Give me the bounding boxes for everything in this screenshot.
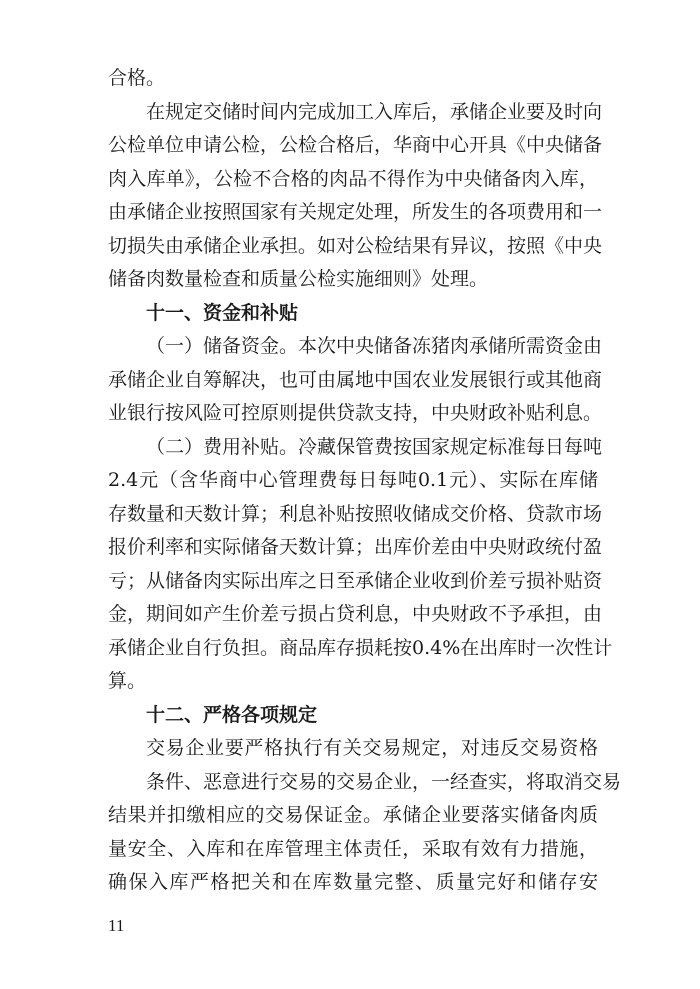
text-line: （二）费用补贴。冷藏保管费按国家规定标准每日每吨 <box>146 435 603 458</box>
text-line: 公检单位申请公检，公检合格后，华商中心开具《中央储备 <box>108 134 603 156</box>
text-line: 由承储企业按照国家有关规定处理，所发生的各项费用和一 <box>108 201 603 223</box>
text-line: 承储企业自行负担。商品库存损耗按0.4%在出库时一次性计 <box>108 636 613 659</box>
text-line: 算。 <box>108 670 147 692</box>
text-line: 承储企业自筹解决，也可由属地中国农业发展银行或其他商 <box>108 368 603 391</box>
text-line: 肉入库单》，公检不合格的肉品不得作为中央储备肉入库， <box>108 167 598 190</box>
text-line: 储备肉数量检查和质量公检实施细则》处理。 <box>108 268 489 290</box>
text-line: 结果并扣缴相应的交易保证金。承储企业要落实储备肉质 <box>108 804 598 826</box>
text-line: 业银行按风险可控原则提供贷款支持，中央财政补贴利息。 <box>108 402 603 424</box>
page-number: 11 <box>108 916 125 935</box>
text-line: 量安全、入库和在库管理主体责任，采取有效有力措施， <box>108 837 598 860</box>
text-line: 交易企业要严格执行有关交易规定，对违反交易资格 <box>146 737 598 759</box>
text-line: 金，期间如产生价差亏损占贷利息，中央财政不予承担，由 <box>108 603 603 625</box>
text-line: 2.4元（含华商中心管理费每日每吨0.1元）、实际在库储 <box>108 469 598 491</box>
text-line: 条件、恶意进行交易的交易企业，一经查实，将取消交易 <box>146 770 622 793</box>
section-heading: 十二、严格各项规定 <box>146 703 318 726</box>
document-body <box>108 62 622 900</box>
text-line: 存数量和天数计算；利息补贴按照收储成交价格、贷款市场 <box>108 502 603 525</box>
text-line: 报价利率和实际储备天数计算；出库价差由中央财政统付盈 <box>108 536 603 558</box>
text-line: 合格。 <box>108 67 166 89</box>
text-line: 切损失由承储企业承担。如对公检结果有异议，按照《中央 <box>108 234 603 257</box>
text-line: （一）储备资金。本次中央储备冻猪肉承储所需资金由 <box>146 335 603 357</box>
text-line: 确保入库严格把关和在库数量完整、质量完好和储存安 <box>108 871 598 893</box>
section-heading: 十一、资金和补贴 <box>146 301 299 324</box>
text-line: 亏；从储备肉实际出库之日至承储企业收到价差亏损补贴资 <box>108 569 603 592</box>
text-line: 在规定交储时间内完成加工入库后，承储企业要及时向 <box>146 100 603 123</box>
